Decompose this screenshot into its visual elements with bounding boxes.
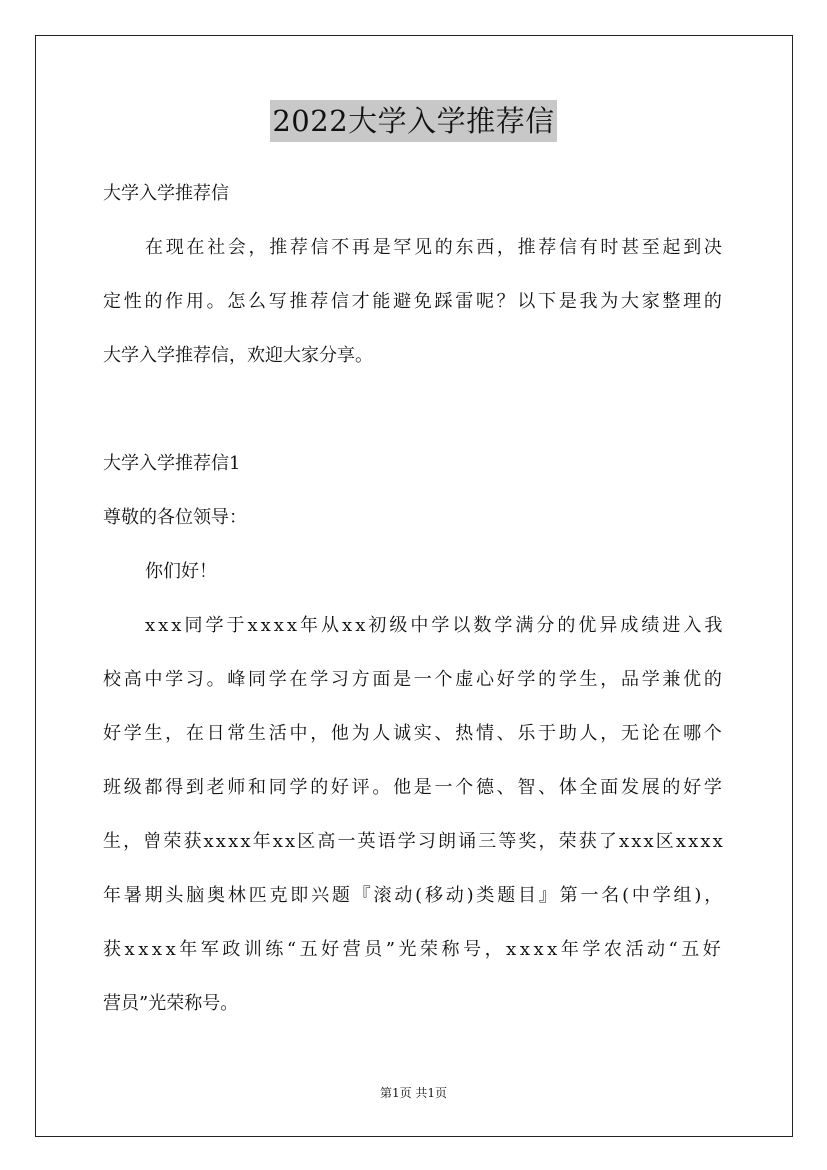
salutation: 尊敬的各位领导： xyxy=(103,507,247,528)
body-line: 校高中学习。峰同学在学习方面是一个虚心好学的学生，品学兼优的 xyxy=(103,669,725,690)
body-line: xxx同学于xxxx年从xx初级中学以数学满分的优异成绩进入我 xyxy=(145,615,726,636)
intro-line: 大学入学推荐信，欢迎大家分享。 xyxy=(103,345,373,366)
body-line: 营员”光荣称号。 xyxy=(103,993,239,1014)
body-line: 好学生，在日常生活中，他为人诚实、热情、乐于助人，无论在哪个 xyxy=(103,723,725,744)
body-line: 获xxxx年军政训练“五好营员”光荣称号，xxxx年学农活动“五好 xyxy=(103,939,725,960)
intro-line: 定性的作用。怎么写推荐信才能避免踩雷呢？以下是我为大家整理的 xyxy=(103,291,725,312)
body-line: 班级都得到老师和同学的好评。他是一个德、智、体全面发展的好学 xyxy=(103,777,725,798)
subtitle: 大学入学推荐信 xyxy=(103,183,229,204)
document-title: 2022大学入学推荐信 xyxy=(270,100,556,142)
body-line: 年暑期头脑奥林匹克即兴题『滚动(移动)类题目』第一名(中学组)， xyxy=(103,885,726,906)
greeting: 你们好！ xyxy=(145,561,217,582)
page-footer: 第1页 共1页 xyxy=(379,1086,448,1100)
section-heading: 大学入学推荐信1 xyxy=(103,453,241,474)
body-line: 生，曾荣获xxxx年xx区高一英语学习朗诵三等奖，荣获了xxx区xxxx xyxy=(103,831,725,852)
title-container xyxy=(0,100,827,142)
intro-line: 在现在社会，推荐信不再是罕见的东西，推荐信有时甚至起到决 xyxy=(145,237,725,258)
